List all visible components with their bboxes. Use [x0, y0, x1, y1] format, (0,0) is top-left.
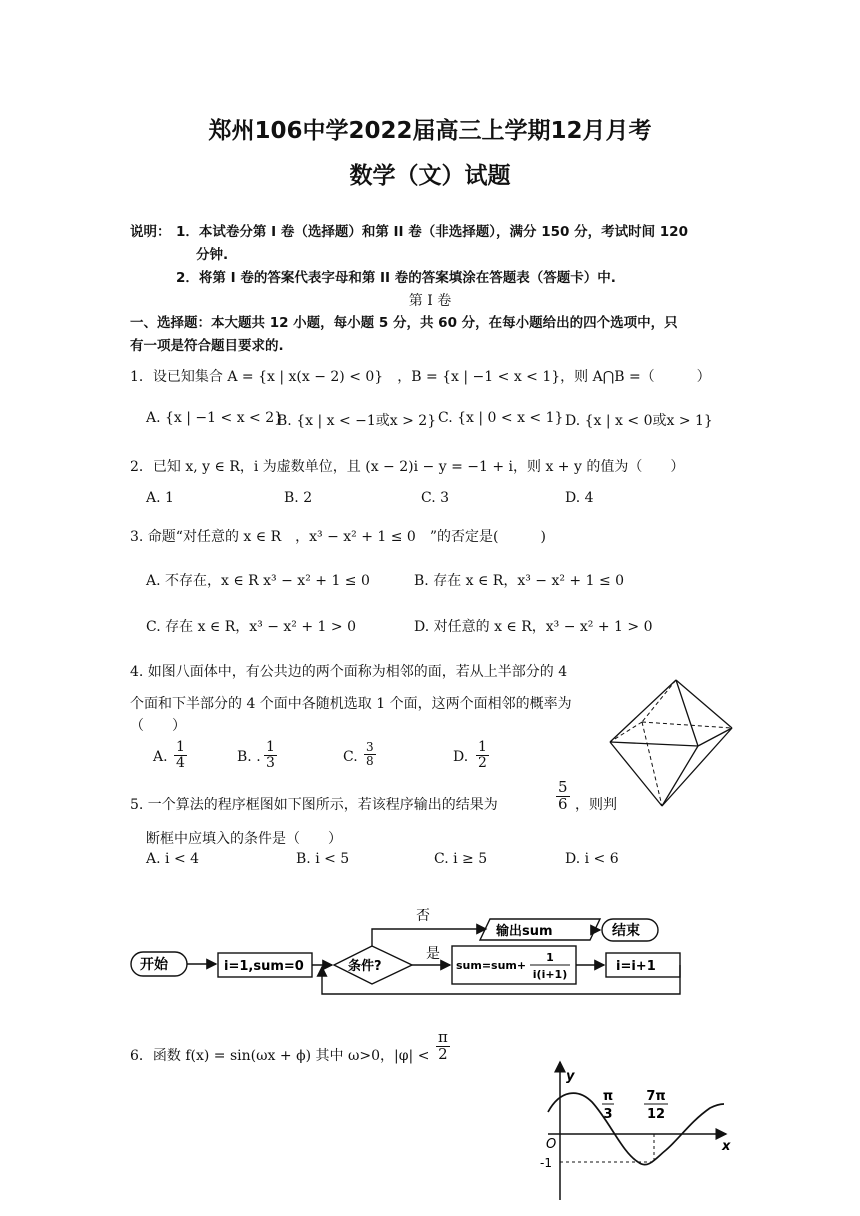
question-5-option-c: C. i ≥ 5	[434, 851, 488, 867]
question-3-stem: 3. 命题“对任意的 x ∈ R ，x³ − x² + 1 ≤ 0 ”的否定是( )	[130, 529, 546, 545]
fraction-denominator: 2	[438, 1044, 448, 1063]
x-axis-label: x	[722, 1139, 731, 1154]
question-4-option-c-label: C.	[343, 749, 358, 765]
origin-label: O	[546, 1137, 557, 1152]
fraction-denominator: 3	[266, 754, 275, 771]
question-5-option-b: B. i < 5	[296, 851, 350, 867]
instructions-label: 说明：	[130, 224, 171, 240]
section-one-line2: 有一项是符合题目要求的.	[130, 338, 284, 354]
question-5-fraction	[556, 780, 570, 813]
sine-curve	[548, 1093, 724, 1165]
question-6-fraction	[436, 1030, 450, 1063]
part-one-title: 第 I 卷	[408, 293, 452, 309]
instructions-line2: 2．将第 I 卷的答案代表字母和第 II 卷的答案填涂在答题表（答题卡）中.	[176, 270, 616, 286]
flow-output-label: 输出sum	[496, 924, 553, 939]
question-4-line2: 个面和下半部分的 4 个面中各随机选取 1 个面，这两个面相邻的概率为	[130, 696, 572, 712]
question-3-option-a: A. 不存在，x ∈ R x³ − x² + 1 ≤ 0	[146, 573, 370, 589]
fraction-numerator: 3	[366, 740, 374, 754]
question-2-option-d: D. 4	[565, 490, 594, 506]
flow-update-denominator: i(i+1)	[532, 968, 568, 981]
fraction-numerator: 5	[558, 778, 568, 796]
flow-init-label: i=1,sum=0	[224, 959, 304, 974]
question-4-option-b-fraction	[264, 740, 277, 770]
flow-decision-label: 条件?	[348, 959, 382, 974]
question-1-stem: 1．设已知集合 A = {x | x(x − 2) < 0} ，B = {x | −1 < x < 1}，则 A⋂B =（ ）	[130, 369, 711, 385]
page-subtitle: 数学（文）试题	[349, 163, 511, 189]
question-2-option-a: A. 1	[146, 490, 174, 506]
question-1-option-b: B. {x | x < −1或x > 2}	[277, 413, 437, 429]
flow-yes-label: 是	[426, 946, 440, 962]
tick-7pi-over-12-numerator: 7π	[646, 1089, 666, 1104]
program-flowchart	[126, 898, 686, 1002]
question-1-option-a: A. {x | −1 < x < 2}	[146, 410, 284, 426]
fraction-denominator: 2	[478, 754, 487, 771]
question-3-option-c: C. 存在 x ∈ R，x³ − x² + 1 > 0	[146, 619, 356, 635]
question-4-option-d-fraction	[476, 740, 489, 770]
sine-function-graph	[530, 1050, 740, 1210]
question-2-option-c: C. 3	[421, 490, 450, 506]
y-axis-label: y	[566, 1069, 575, 1084]
question-5-option-a: A. i < 4	[146, 851, 200, 867]
page-title: 郑州106中学2022届高三上学期12月月考	[208, 118, 652, 144]
question-5-line1-pre: 5. 一个算法的程序框图如下图所示，若该程序输出的结果为	[130, 797, 498, 813]
question-6-stem: 6．函数 f(x) = sin(ωx + ϕ) 其中 ω>0，|φ| <	[130, 1048, 430, 1064]
question-2-stem: 2．已知 x, y ∈ R，i 为虚数单位，且 (x − 2)i − y = −1 + i，则 x + y 的值为（ ）	[130, 459, 685, 475]
flow-update-numerator: 1	[546, 951, 554, 964]
tick-7pi-over-12-denominator: 12	[646, 1107, 666, 1122]
question-2-option-b: B. 2	[284, 490, 313, 506]
question-4-option-c-fraction	[364, 741, 376, 767]
question-5-line1-post: ，则判	[575, 797, 617, 813]
question-3-option-b: B. 存在 x ∈ R，x³ − x² + 1 ≤ 0	[414, 573, 625, 589]
question-4-line1: 4. 如图八面体中，有公共边的两个面称为相邻的面，若从上半部分的 4	[130, 664, 568, 680]
question-1-option-c: C. {x | 0 < x < 1}	[438, 410, 564, 426]
fraction-denominator: 8	[366, 753, 374, 768]
tick-pi-over-3-denominator: 3	[603, 1107, 613, 1122]
question-1-option-d: D. {x | x < 0或x > 1}	[565, 413, 713, 429]
section-one-line1: 一、选择题：本大题共 12 小题，每小题 5 分，共 60 分，在每小题给出的四个选项中，只	[130, 315, 678, 331]
octahedron-figure	[606, 676, 736, 812]
question-4-paren: （ ）	[130, 718, 186, 734]
minus-one-label: -1	[540, 1156, 552, 1170]
instructions-line1b: 分钟.	[196, 247, 229, 263]
flow-end-label: 结束	[612, 923, 640, 939]
question-4-option-d-label: D.	[453, 749, 469, 765]
fraction-numerator: 1	[266, 739, 275, 755]
fraction-numerator: 1	[478, 739, 487, 755]
tick-pi-over-3-numerator: π	[602, 1089, 614, 1104]
question-3-option-d: D. 对任意的 x ∈ R，x³ − x² + 1 > 0	[414, 619, 653, 635]
question-4-option-b-label: B. .	[237, 749, 261, 765]
fraction-denominator: 6	[558, 794, 568, 813]
question-4-option-a-label: A.	[153, 749, 168, 765]
fraction-numerator: π	[438, 1028, 448, 1046]
question-5-line2: 断框中应填入的条件是（ ）	[146, 831, 342, 847]
flow-update-label: sum=sum+	[456, 959, 527, 972]
question-5-option-d: D. i < 6	[565, 851, 619, 867]
fraction-denominator: 4	[176, 754, 185, 771]
flow-start-label: 开始	[140, 957, 168, 973]
question-4-option-a-fraction	[174, 740, 187, 770]
flow-no-label: 否	[416, 908, 430, 924]
fraction-numerator: 1	[176, 739, 185, 755]
instructions-line1: 1．本试卷分第 I 卷（选择题）和第 II 卷（非选择题），满分 150 分，考试时间 120	[176, 224, 688, 240]
flow-increment-label: i=i+1	[616, 959, 656, 974]
